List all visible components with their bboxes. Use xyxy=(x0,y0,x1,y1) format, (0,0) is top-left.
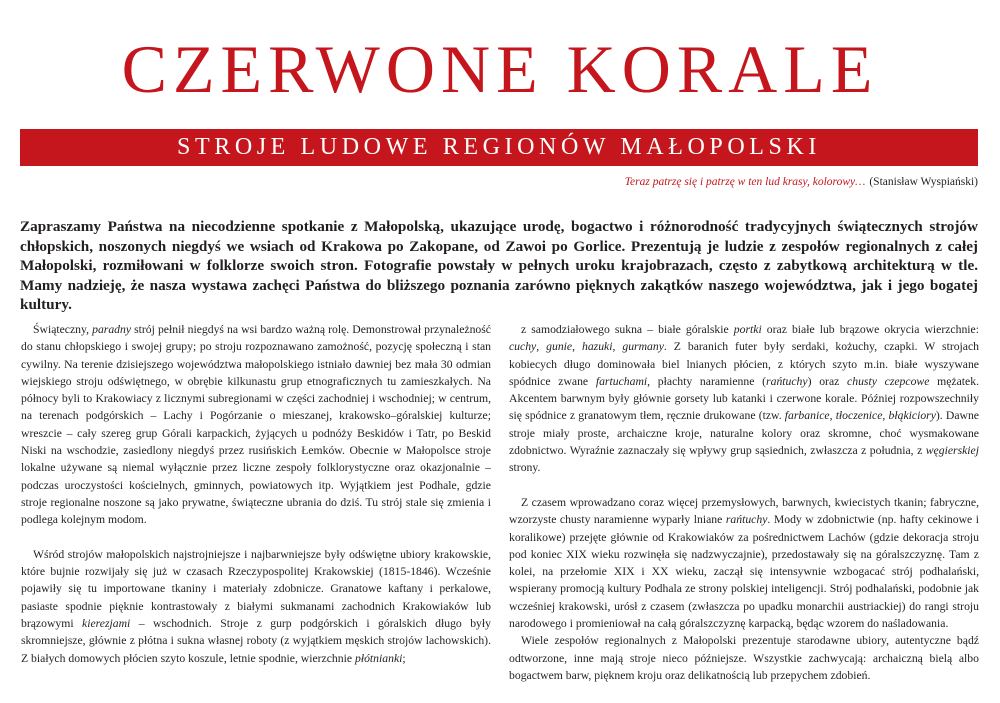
italic-term: rańtuchy xyxy=(766,374,808,388)
left-column xyxy=(21,321,491,667)
body-paragraph xyxy=(21,546,491,667)
text-run: , płachty naramienne ( xyxy=(647,374,767,388)
italic-term: węgierskiej xyxy=(925,444,979,458)
italic-term: paradny xyxy=(92,323,132,336)
text-run: , xyxy=(612,340,623,354)
subtitle-banner: STROJE LUDOWE REGIONÓW MAŁOPOLSKI xyxy=(20,129,978,166)
italic-term: hazuki xyxy=(581,340,613,354)
italic-term: cuchy xyxy=(509,340,537,354)
epigraph-author: (Stanisław Wyspiański) xyxy=(869,176,978,188)
text-run: Świąteczny, xyxy=(33,323,93,336)
italic-term: portki xyxy=(733,323,762,336)
text-run: . Z baranich futer były serdaki, kożuchy, czapki. W strojach kobiecych długo dominowała biel lnianych płócien, z których szyto m.in. białe wyszywane spódnice zwane xyxy=(509,340,980,388)
italic-term: płótnianki xyxy=(354,651,403,665)
italic-term: kierezjami xyxy=(82,617,131,631)
italic-term: gunie xyxy=(546,340,573,354)
body-paragraph xyxy=(21,321,491,529)
text-run: ; xyxy=(402,651,406,665)
italic-term: tłoczenice xyxy=(835,409,883,423)
italic-term: błąkiciory xyxy=(888,409,936,423)
italic-term: rańtuchy xyxy=(725,513,768,527)
text-run: Z czasem wprowadzano coraz więcej przemysłowych, barwnych, kwiecistych tkanin; fabryczne, wzorzyste chusty naramienne wyparły lniane xyxy=(509,495,979,527)
lead-paragraph: Zapraszamy Państwa na niecodzienne spotkanie z Małopolską, ukazujące urodę, bogactwo i różnorodność tradycyjnych świątecznych strojów chłopskich, noszonych niegdyś we wsiach od Krakowa po Zakopane, od Zawoi po Gorlice. Prezentują je ludzie z zespołów regionalnych z całej Małopolski, rozmiłowani w folklorze swoich stron. Fotografie powstały w pełnych uroku krajobrazach, często z zabytkową architekturą w tle. Mamy nadzieję, że nasza wystawa zachęci Państwa do bliższego poznania zarówno pięknych zakątków naszego województwa, jak i jego bogatej kultury. xyxy=(20,218,978,314)
italic-term: gurmany xyxy=(622,340,664,354)
text-run: , xyxy=(536,340,547,354)
body-paragraph xyxy=(509,321,979,477)
text-run: Wśród strojów małopolskich najstrojniejsze i najbarwniejsze były odświętne ubiory krakowskie, które bujnie rozwijały się już w czasach Rzeczypospolitej Krakowskiej (1815-1846). Wcześnie pojawiły się tu importowane tkaniny i materiały zdobnicze. Granatowe kaftany i perkalowe, pasiaste spodnie pięknie kontrastowały z białymi sukmanami zachodnich Krakowiaków lub brązowymi xyxy=(21,547,491,631)
text-run: strój pełnił niegdyś na wsi bardzo ważną rolę. Demonstrował przynależność do stanu chłopskiego i swojej grupy; po stroju rozpoznawano zamożność, pozycję społeczną i stan cywilny. Na terenie dzisiejszego województwa małopolskiego istniało dawniej bez mała 30 odmian wiejskiego stroju odświętnego, w obrębie kilkunastu grup etnograficznych tu zamieszkałych. Na północy byli to Krakowiacy z licznymi subregionami w części zachodniej i wschodniej; w centrum, na terenach podgórskich – Lachy i Pogórzanie o mieszanej, krakowsko–góralskiej kulturze; wreszcie – cały szereg grup Górali karpackich, żyjących u podnóży Beskidów i Tatr, po Beskid Niski na wschodzie, zasiedlony niegdyś przez rusińskich Łemków. Obecnie w Małopolsce stroje lokalne używane są niemal wyłącznie przez liczne zespoły folklorystyczne oraz okazjonalnie – podczas uroczystości kościelnych, gminnych, powiatowych itp. Wyjątkiem jest Podhale, gdzie stroje regionalne noszone są jako prywatne, świąteczne ubrania do dziś. Tu strój stale się zmienia i podlega kolejnym modom. xyxy=(21,323,491,527)
text-run: mężatek. Akcentem barwnym były głównie gorsety lub katanki i czerwone korale. Później rozpowszechniły się spódnice z granatowym tłem, ręcznie drukowane (tzw. xyxy=(509,374,979,423)
italic-term: fartuchami xyxy=(595,374,648,388)
body-paragraph xyxy=(509,494,979,632)
text-run: , xyxy=(882,409,889,423)
text-run: ). Dawne stroje miały proste, archaiczne kroje, naturalne kolory oraz skromne, choć wysmakowane zdobnictwo. Wyraźnie zaznaczały się wpływy grup sąsiednich, zwłaszcza z południa, z xyxy=(509,409,979,458)
text-run: ) oraz xyxy=(807,374,848,388)
body-paragraph xyxy=(509,632,979,684)
text-run: , xyxy=(572,340,582,354)
right-column xyxy=(509,321,979,684)
text-run: strony. xyxy=(509,461,541,475)
italic-term: farbanice xyxy=(784,409,830,423)
text-run: Wiele zespołów regionalnych z Małopolski prezentuje starodawne ubiory, autentyczne bądź odtworzone, inne mają stroje nieco późniejsze. Wszystkie zachwycają: archaiczną bielą albo bogactwem barw, pięknem kroju oraz delikatnością lub przepychem zdobień. xyxy=(509,634,979,682)
text-run: – wschodnich. Stroje z gurp podgórskich i góralskich długo były skromniejsze, głównie z płótna i sukna własnej roboty (z wyjątkiem męskich strojów lachowskich). Z białych domowych płócien szyto koszule, letnie spodnie, wierzchnie xyxy=(21,617,491,665)
page-title: CZERWONE KORALE xyxy=(121,31,879,107)
epigraph-text: Teraz patrzę się i patrzę w ten lud krasy, kolorowy… xyxy=(624,176,866,188)
text-run: , xyxy=(829,409,836,423)
text-run: . Mody w zdobnictwie (np. hafty cekinowe i koralikowe) przejęte głównie od Krakowiaków za pośrednictwem Lachów (gdzie dekoracja stroju pod koniec XIX wieku rozwinęła się nadzwyczajnie), przedostawały się na góralszczyznę. Tam z kolei, na przełomie XIX i XX wieku, zaczął się intensywnie wzbogacać strój podhalański, wspierany promocją kultury Podhala ze strony polskiej inteligencji. Strój podhalański, podobnie jak wcześniej krakowski, urósł z czasem (zwłaszcza po upadku monarchii austriackiej) do rangi stroju narodowego i promieniował na całą góralszczyznę karpacką, będąc wzorem do naśladowania. xyxy=(509,513,979,631)
text-run: z samodziałowego sukna – białe góralskie xyxy=(521,323,734,336)
italic-term: chusty czepcowe xyxy=(847,374,930,388)
text-run: oraz białe lub brązowe okrycia wierzchnie: xyxy=(761,323,979,336)
epigraph xyxy=(625,175,978,189)
